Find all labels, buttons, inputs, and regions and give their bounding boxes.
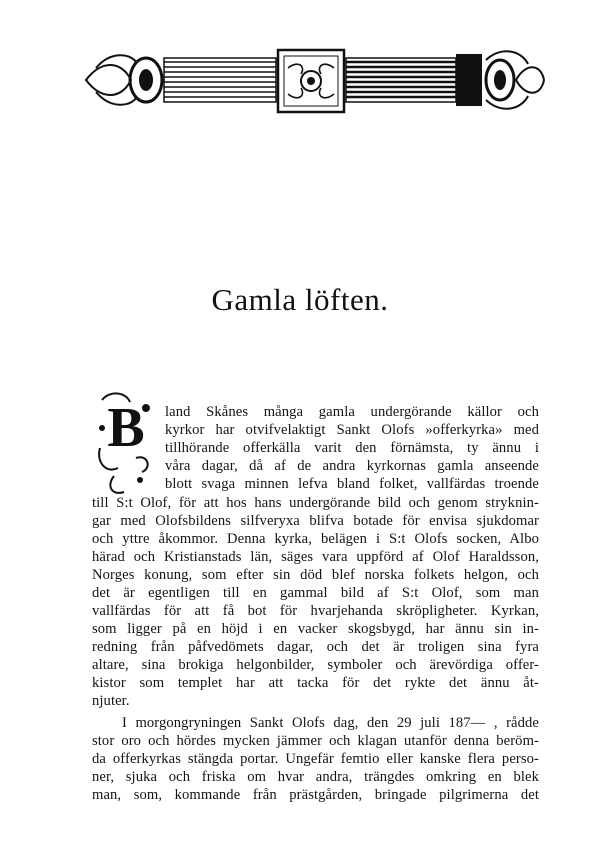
paragraph-line: ner, sjuka och friska om hvar andra, trängdes omkring en blek: [92, 769, 539, 785]
paragraph-line: gar med Olofsbildens silfveryxa blifva botade för envisa sjukdomar: [92, 513, 539, 529]
paragraph-line: och yttre åkommor. Denna kyrka, belägen i S:t Olofs socken, Albo: [92, 531, 539, 547]
paragraph-line: härad och Kristianstads län, säges vara uppförd af Olof Haraldsson,: [92, 549, 539, 565]
paragraph-line: våra dagar, då af de andra kyrkornas gamla anseende: [165, 458, 539, 474]
paragraph-line: till S:t Olof, för att hos hans undergörande bild och genom stryknin-: [92, 495, 539, 511]
paragraph-line: da offerkyrkas stängda portar. Ungefär femtio eller kanske flera perso-: [92, 751, 539, 767]
paragraph-line: som ligger på en höjd i en vacker skogsbygd, har ännu sin in-: [92, 621, 539, 637]
paragraph-line: man, som, kommande från prästgården, bringade pilgrimerna det: [92, 787, 539, 803]
paragraph-line: stor oro och hördes mycken jämmer och klagan utanför denna beröm-: [92, 733, 539, 749]
paragraph-line: kistor som templet har att tacka för det rykte det ännu åt-: [92, 675, 539, 691]
chapter-title: Gamla löften.: [211, 282, 389, 317]
paragraph-line: redning från påfvedömets dagar, och det är troligen sina fyra: [92, 639, 539, 655]
paragraph-line: vallfärdas för att få bot för hvarjehanda skröpligheter. Kyrkan,: [92, 603, 539, 619]
paragraph-line: land Skånes många gamla undergörande källor och: [165, 404, 539, 420]
paragraph-line: I morgongryningen Sankt Olofs dag, den 29 juli 187— , rådde: [122, 715, 539, 731]
paragraph-line: Norges konung, som efter sin död blef norska folkets helgon, och: [92, 567, 539, 583]
dropcap-letter: B: [107, 397, 145, 459]
header-ornament-icon: [76, 40, 546, 120]
paragraph-line: tillhörande offerkälla varit den förnämsta, ty ännu i: [165, 440, 539, 456]
paragraph-line: blott svaga minnen lefva bland folket, vallfärdas troende: [165, 476, 539, 492]
paragraph-line: det är egentligen till en gammal bild af S:t Olof, som man: [92, 585, 539, 601]
paragraph-line: njuter.: [92, 693, 130, 709]
paragraph-line: kyrkor har otvifvelaktigt Sankt Olofs »offerkyrka» med: [165, 422, 539, 438]
paragraph-line: altare, sina brokiga helgonbilder, symboler och ärevördiga offer-: [92, 657, 539, 673]
